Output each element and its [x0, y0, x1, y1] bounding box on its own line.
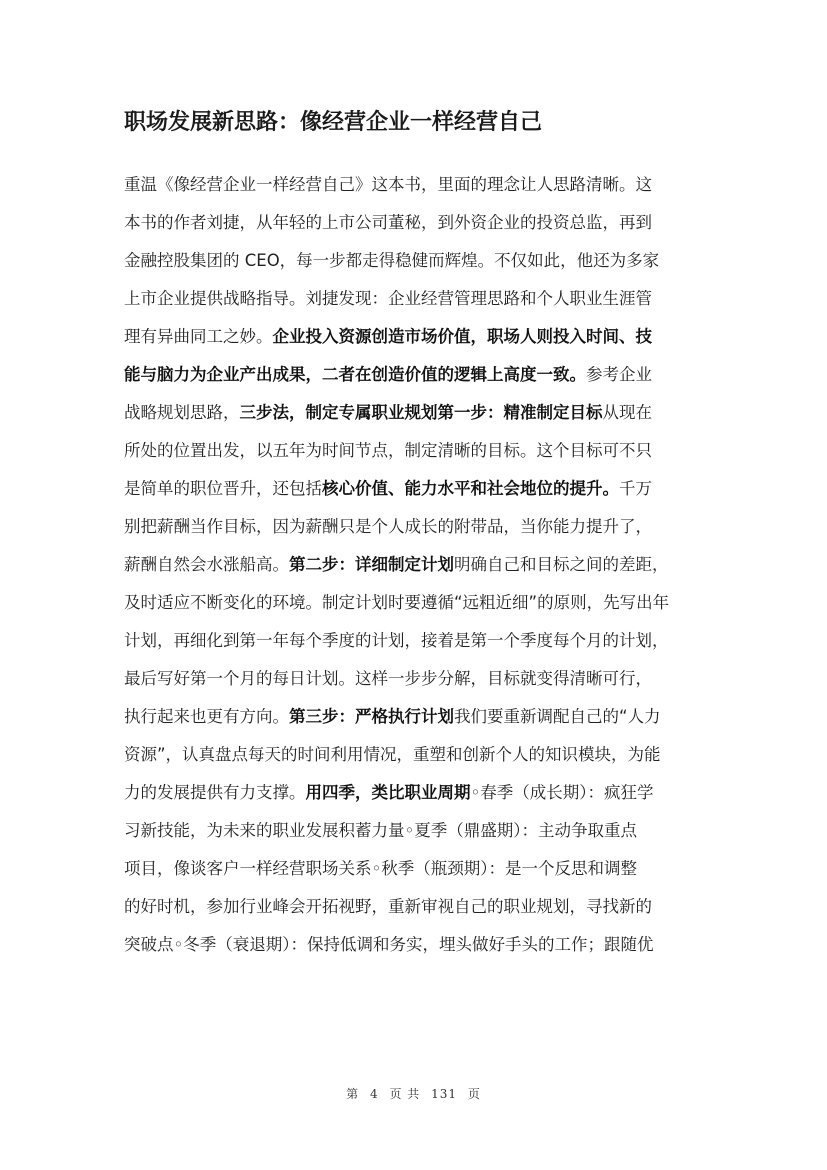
text-line [124, 546, 704, 584]
text-line [124, 204, 704, 242]
text-segment: 金融控股集团的 CEO，每一步都走得稳健而辉煌。不仅如此，他还为多家 [124, 251, 660, 270]
text-segment: 从现在 [602, 403, 652, 422]
text-line [124, 242, 704, 280]
footer-suffix: 页 [467, 1087, 481, 1101]
text-segment: 薪酬自然会水涨船高。 [124, 555, 289, 574]
text-segment: 资源”，认真盘点每天的时间利用情况，重塑和创新个人的知识模块，为能 [124, 745, 661, 764]
footer-total-pages: 131 [431, 1087, 458, 1101]
text-line [124, 926, 704, 964]
text-segment: 本书的作者刘捷，从年轻的上市公司董秘，到外资企业的投资总监，再到 [124, 213, 652, 232]
text-segment: 及时适应不断变化的环境。制定计划时要遵循“远粗近细”的原则，先写出年 [124, 593, 670, 612]
text-segment: 习新技能，为未来的职业发展积蓄力量◦夏季（鼎盛期）：主动争取重点 [124, 821, 637, 840]
text-segment: ◦春季（成长期）：疯狂学 [470, 783, 654, 802]
text-line [124, 698, 704, 736]
document-title: 职场发展新思路：像经营企业一样经营自己 [124, 110, 543, 135]
text-segment: 重温《像经营企业一样经营自己》这本书，里面的理念让人思路清晰。这 [124, 175, 652, 194]
text-line [124, 660, 704, 698]
text-segment: 别把薪酬当作目标，因为薪酬只是个人成长的附带品，当你能力提升了， [124, 517, 652, 536]
text-segment: 计划，再细化到第一年每个季度的计划，接着是第一个季度每个月的计划， [124, 631, 669, 650]
text-segment: 所处的位置出发，以五年为时间节点，制定清晰的目标。这个目标可不只 [124, 441, 652, 460]
bold-text-segment: 三步法，制定专属职业规划第一步：精准制定目标 [239, 403, 603, 422]
text-line [124, 850, 704, 888]
text-line [124, 432, 704, 470]
text-line [124, 318, 704, 356]
page-footer [0, 1085, 827, 1102]
footer-current-page: 4 [369, 1087, 379, 1101]
bold-text-segment: 第三步：严格执行计划 [289, 707, 454, 726]
bold-text-segment: 企业投入资源创造市场价值，职场人则投入时间、技 [272, 327, 652, 346]
bold-text-segment: 核心价值、能力水平和社会地位的提升。 [322, 479, 619, 498]
text-segment: 参考企业 [586, 365, 652, 384]
text-segment: 明确自己和目标之间的差距， [454, 555, 669, 574]
text-segment: 力的发展提供有力支撑。 [124, 783, 306, 802]
text-segment: 执行起来也更有方向。 [124, 707, 289, 726]
bold-text-segment: 能与脑力为企业产出成果，二者在创造价值的逻辑上高度一致。 [124, 365, 586, 384]
text-line [124, 508, 704, 546]
text-segment: 千万 [619, 479, 652, 498]
text-segment: 项目，像谈客户一样经营职场关系◦秋季（瓶颈期）：是一个反思和调整 [124, 859, 637, 878]
text-segment: 突破点◦冬季（衰退期）：保持低调和务实，埋头做好手头的工作；跟随优 [124, 935, 654, 954]
text-line [124, 166, 704, 204]
text-line [124, 280, 704, 318]
footer-prefix: 第 [346, 1087, 360, 1101]
text-line [124, 356, 704, 394]
text-segment: 我们要重新调配自己的“人力 [454, 707, 661, 726]
text-line [124, 812, 704, 850]
text-line [124, 394, 704, 432]
footer-middle: 页 共 [389, 1087, 421, 1101]
text-line [124, 622, 704, 660]
text-line [124, 888, 704, 926]
document-body [124, 166, 704, 964]
text-segment: 理有异曲同工之妙。 [124, 327, 273, 346]
text-line [124, 736, 704, 774]
text-segment: 是简单的职位晋升，还包括 [124, 479, 322, 498]
text-segment: 战略规划思路， [124, 403, 240, 422]
text-segment: 最后写好第一个月的每日计划。这样一步步分解，目标就变得清晰可行， [124, 669, 652, 688]
bold-text-segment: 第二步：详细制定计划 [289, 555, 454, 574]
text-segment: 的好时机，参加行业峰会开拓视野，重新审视自己的职业规划，寻找新的 [124, 897, 652, 916]
text-line [124, 470, 704, 508]
text-line [124, 584, 704, 622]
text-segment: 上市企业提供战略指导。刘捷发现：企业经营管理思路和个人职业生涯管 [124, 289, 652, 308]
bold-text-segment: 用四季，类比职业周期 [305, 783, 471, 802]
text-line [124, 774, 704, 812]
